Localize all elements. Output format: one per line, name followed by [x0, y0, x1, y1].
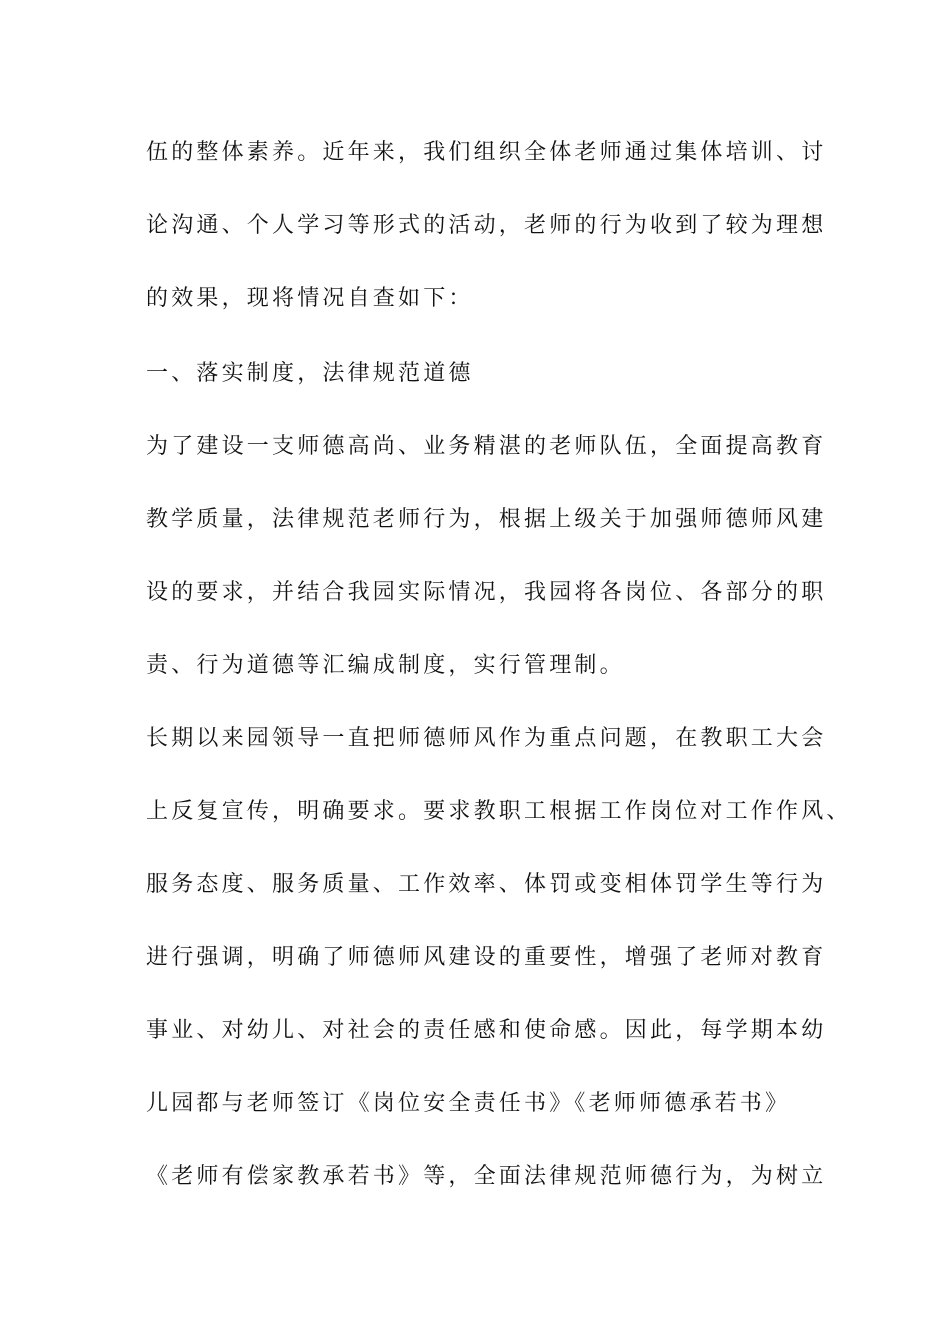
text-line: 伍的整体素养。近年来，我们组织全体老师通过集体培训、讨 — [146, 140, 827, 165]
text-line: 为了建设一支师德高尚、业务精湛的老师队伍，全面提高教育 — [146, 434, 827, 459]
text-line: 进行强调，明确了师德师风建设的重要性，增强了老师对教育 — [146, 945, 827, 970]
section-heading: 一、落实制度，法律规范道德 — [146, 361, 474, 386]
text-line: 《老师有偿家教承若书》等，全面法律规范师德行为，为树立 — [146, 1164, 827, 1189]
text-line: 儿园都与老师签订《岗位安全责任书》《老师师德承若书》 — [146, 1091, 791, 1116]
text-line: 论沟通、个人学习等形式的活动，老师的行为收到了较为理想 — [146, 213, 827, 238]
text-line: 的效果，现将情况自查如下： — [146, 286, 474, 311]
text-line: 责、行为道德等汇编成制度，实行管理制。 — [146, 653, 625, 678]
text-line: 上反复宣传，明确要求。要求教职工根据工作岗位对工作作风、 — [146, 799, 852, 824]
text-line: 教学质量，法律规范老师行为，根据上级关于加强师德师风建 — [146, 507, 827, 532]
text-line: 服务态度、服务质量、工作效率、体罚或变相体罚学生等行为 — [146, 872, 827, 897]
text-line: 事业、对幼儿、对社会的责任感和使命感。因此，每学期本幼 — [146, 1018, 827, 1043]
text-line: 长期以来园领导一直把师德师风作为重点问题，在教职工大会 — [146, 726, 827, 751]
text-line: 设的要求，并结合我园实际情况，我园将各岗位、各部分的职 — [146, 580, 827, 605]
